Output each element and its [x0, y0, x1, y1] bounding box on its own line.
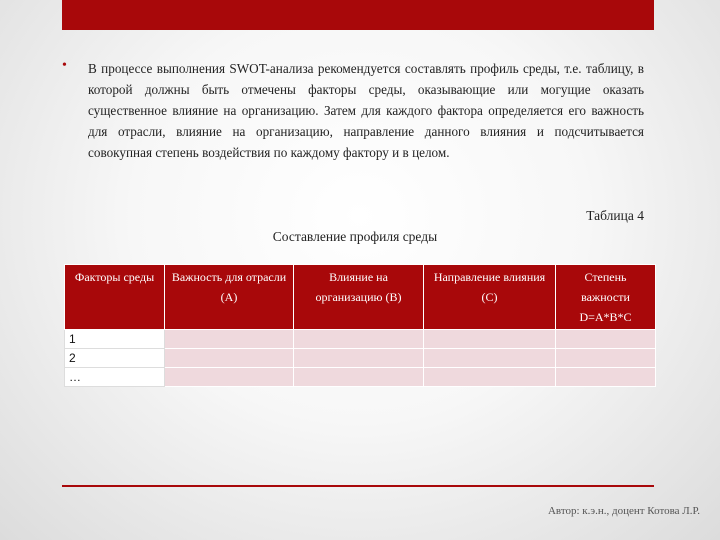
table-row — [65, 368, 656, 387]
table-cell — [165, 349, 294, 368]
author-credit: Автор: к.э.н., доцент Котова Л.Р. — [547, 505, 700, 517]
header-direction: Направление влияния (С) — [424, 265, 556, 330]
table-cell — [556, 368, 656, 387]
table-cell — [424, 368, 556, 387]
table-cell — [294, 330, 424, 349]
table-row — [65, 330, 656, 349]
table-cell: 2 — [65, 349, 165, 368]
table-cell — [165, 330, 294, 349]
table-number: Таблица 4 — [586, 208, 644, 223]
header-importance: Важность для отрасли (А) — [165, 265, 294, 330]
table-cell: … — [65, 368, 165, 387]
table-cell — [165, 368, 294, 387]
paragraph-text: В процессе выполнения SWOT-анализа рекомендуется составлять профиль среды, т.е. таблицу, в которой должны быть отмечены факторы среды, оказывающие или могущие оказать существенное влияние на организацию. Затем для каждого фактора определяется его важность для отрасли, влияние на организацию, направление данного влияния и подсчитывается совокупная степень воздействия по каждому фактору и в целом. — [88, 61, 644, 160]
bottom-divider — [62, 485, 654, 487]
table-cell — [294, 349, 424, 368]
table-cell — [556, 330, 656, 349]
table-cell — [294, 368, 424, 387]
table-row — [65, 349, 656, 368]
header-degree: Степень важности D=A*B*C — [556, 265, 656, 330]
table-header-row — [65, 265, 656, 330]
header-influence: Влияние на организацию (В) — [294, 265, 424, 330]
bullet-paragraph — [62, 58, 644, 163]
top-accent-bar — [62, 0, 654, 30]
table-cell: 1 — [65, 330, 165, 349]
table-cell — [424, 349, 556, 368]
bullet-marker: • — [62, 58, 67, 73]
table-title: Составление профиля среды — [272, 229, 438, 244]
table-cell — [424, 330, 556, 349]
table-cell — [556, 349, 656, 368]
environment-profile-table — [64, 264, 656, 387]
header-factors: Факторы среды — [65, 265, 165, 330]
